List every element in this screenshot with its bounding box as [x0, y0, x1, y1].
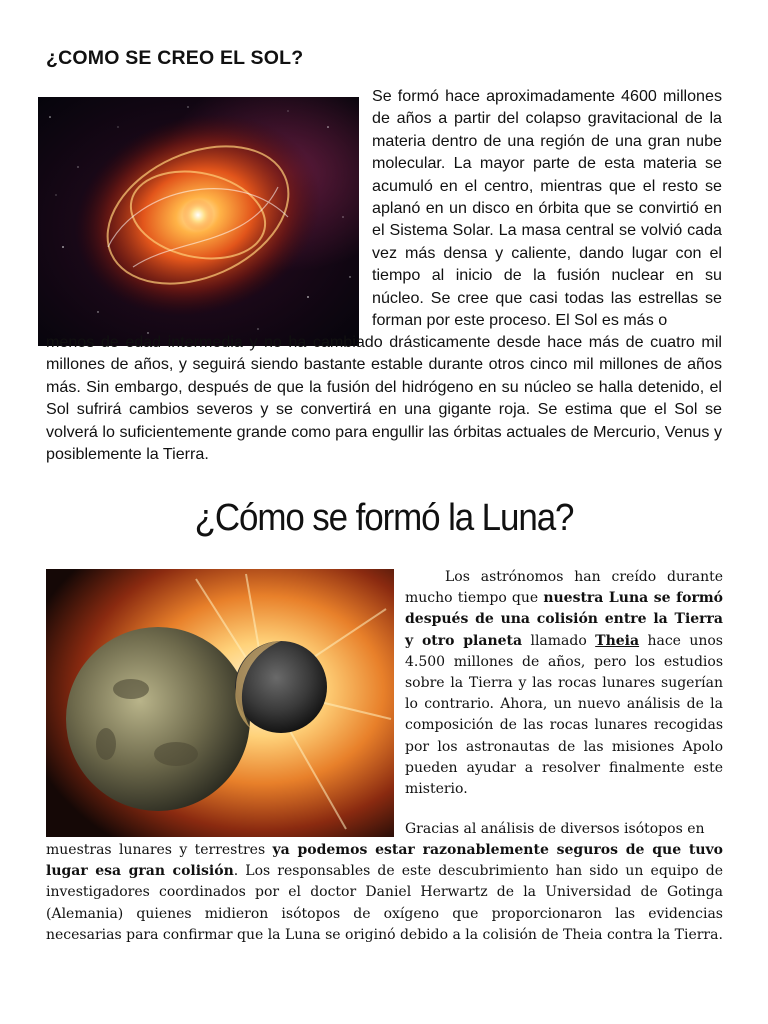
moon-collision-image	[46, 569, 394, 837]
sol-paragraph-column: Se formó hace aproximadamente 4600 millones de años a partir del colapso gravitacional de la materia dentro de una región de una gran nube molecular. La mayor parte de esta materia se acumuló en el centro, mientras que el resto se aplanó en un disco en órbita que se convirtió en el Sistema Solar. La masa central se volvió cada vez más densa y caliente, dando lugar con el tiempo al inicio de la fusión nuclear en su núcleo. Se cree que casi todas las estrellas se forman por este proceso. El Sol es más o	[372, 87, 722, 330]
luna-p1-start: Los astrónomos han creído durante mucho tiempo que	[405, 569, 723, 607]
section-title-sol: ¿COMO SE CREO EL SOL?	[46, 47, 304, 69]
luna-p2-start: muestras lunares y terrestres	[46, 842, 273, 858]
luna-p1-bold: nuestra Luna se formó después de una colisión entre la Tierra y otro planeta	[405, 590, 723, 649]
luna-p1-end: hace unos 4.500 millones de años, pero los estudios sobre la Tierra y las rocas lunares sugerían lo contrario. Ahora, un nuevo análisis de la composición de las rocas lunares recogidas por los astronautas de las misiones Apolo pueden ayudar a resolver finalmente este misterio.	[405, 632, 723, 798]
luna-p2-bold: ya podemos estar razonablemente seguros de que tuvo lugar esa gran colisión	[46, 842, 723, 880]
theia-link[interactable]: Theia	[595, 632, 640, 649]
section-title-luna: ¿Cómo se formó la Luna?	[194, 497, 574, 539]
luna-p2-end: . Los responsables de este descubrimiento han sido un equipo de investigadores coordinados por el doctor Daniel Herwartz de la Universidad de Gotinga (Alemania) quienes midieron isótopos de oxígeno que proporcionaron las evidencias necesarias para confirmar que la Luna se originó debido a la colisión de Theia contra la Tierra.	[46, 863, 723, 943]
luna-paragraph-1	[405, 567, 723, 800]
luna-paragraph-2	[46, 840, 723, 946]
sol-paragraph-continued: menos de edad intermedia y no ha cambiado drásticamente desde hace más de cuatro mil millones de años, y seguirá siendo bastante estable durante otros cinco mil millones de años más. Sin embargo, después de que la fusión del hidrógeno en su núcleo se halla detenido, el Sol sufrirá cambios severos y se convertirá en una gigante roja. Se estima que el Sol se volverá lo suficientemente grande como para engullir las órbitas actuales de Mercurio, Venus y posiblemente la Tierra.	[46, 333, 722, 464]
sun-formation-image	[38, 97, 359, 346]
luna-paragraph-2-start: Gracias al análisis de diversos isótopos en	[405, 821, 705, 837]
luna-p1-mid: llamado	[522, 632, 596, 649]
